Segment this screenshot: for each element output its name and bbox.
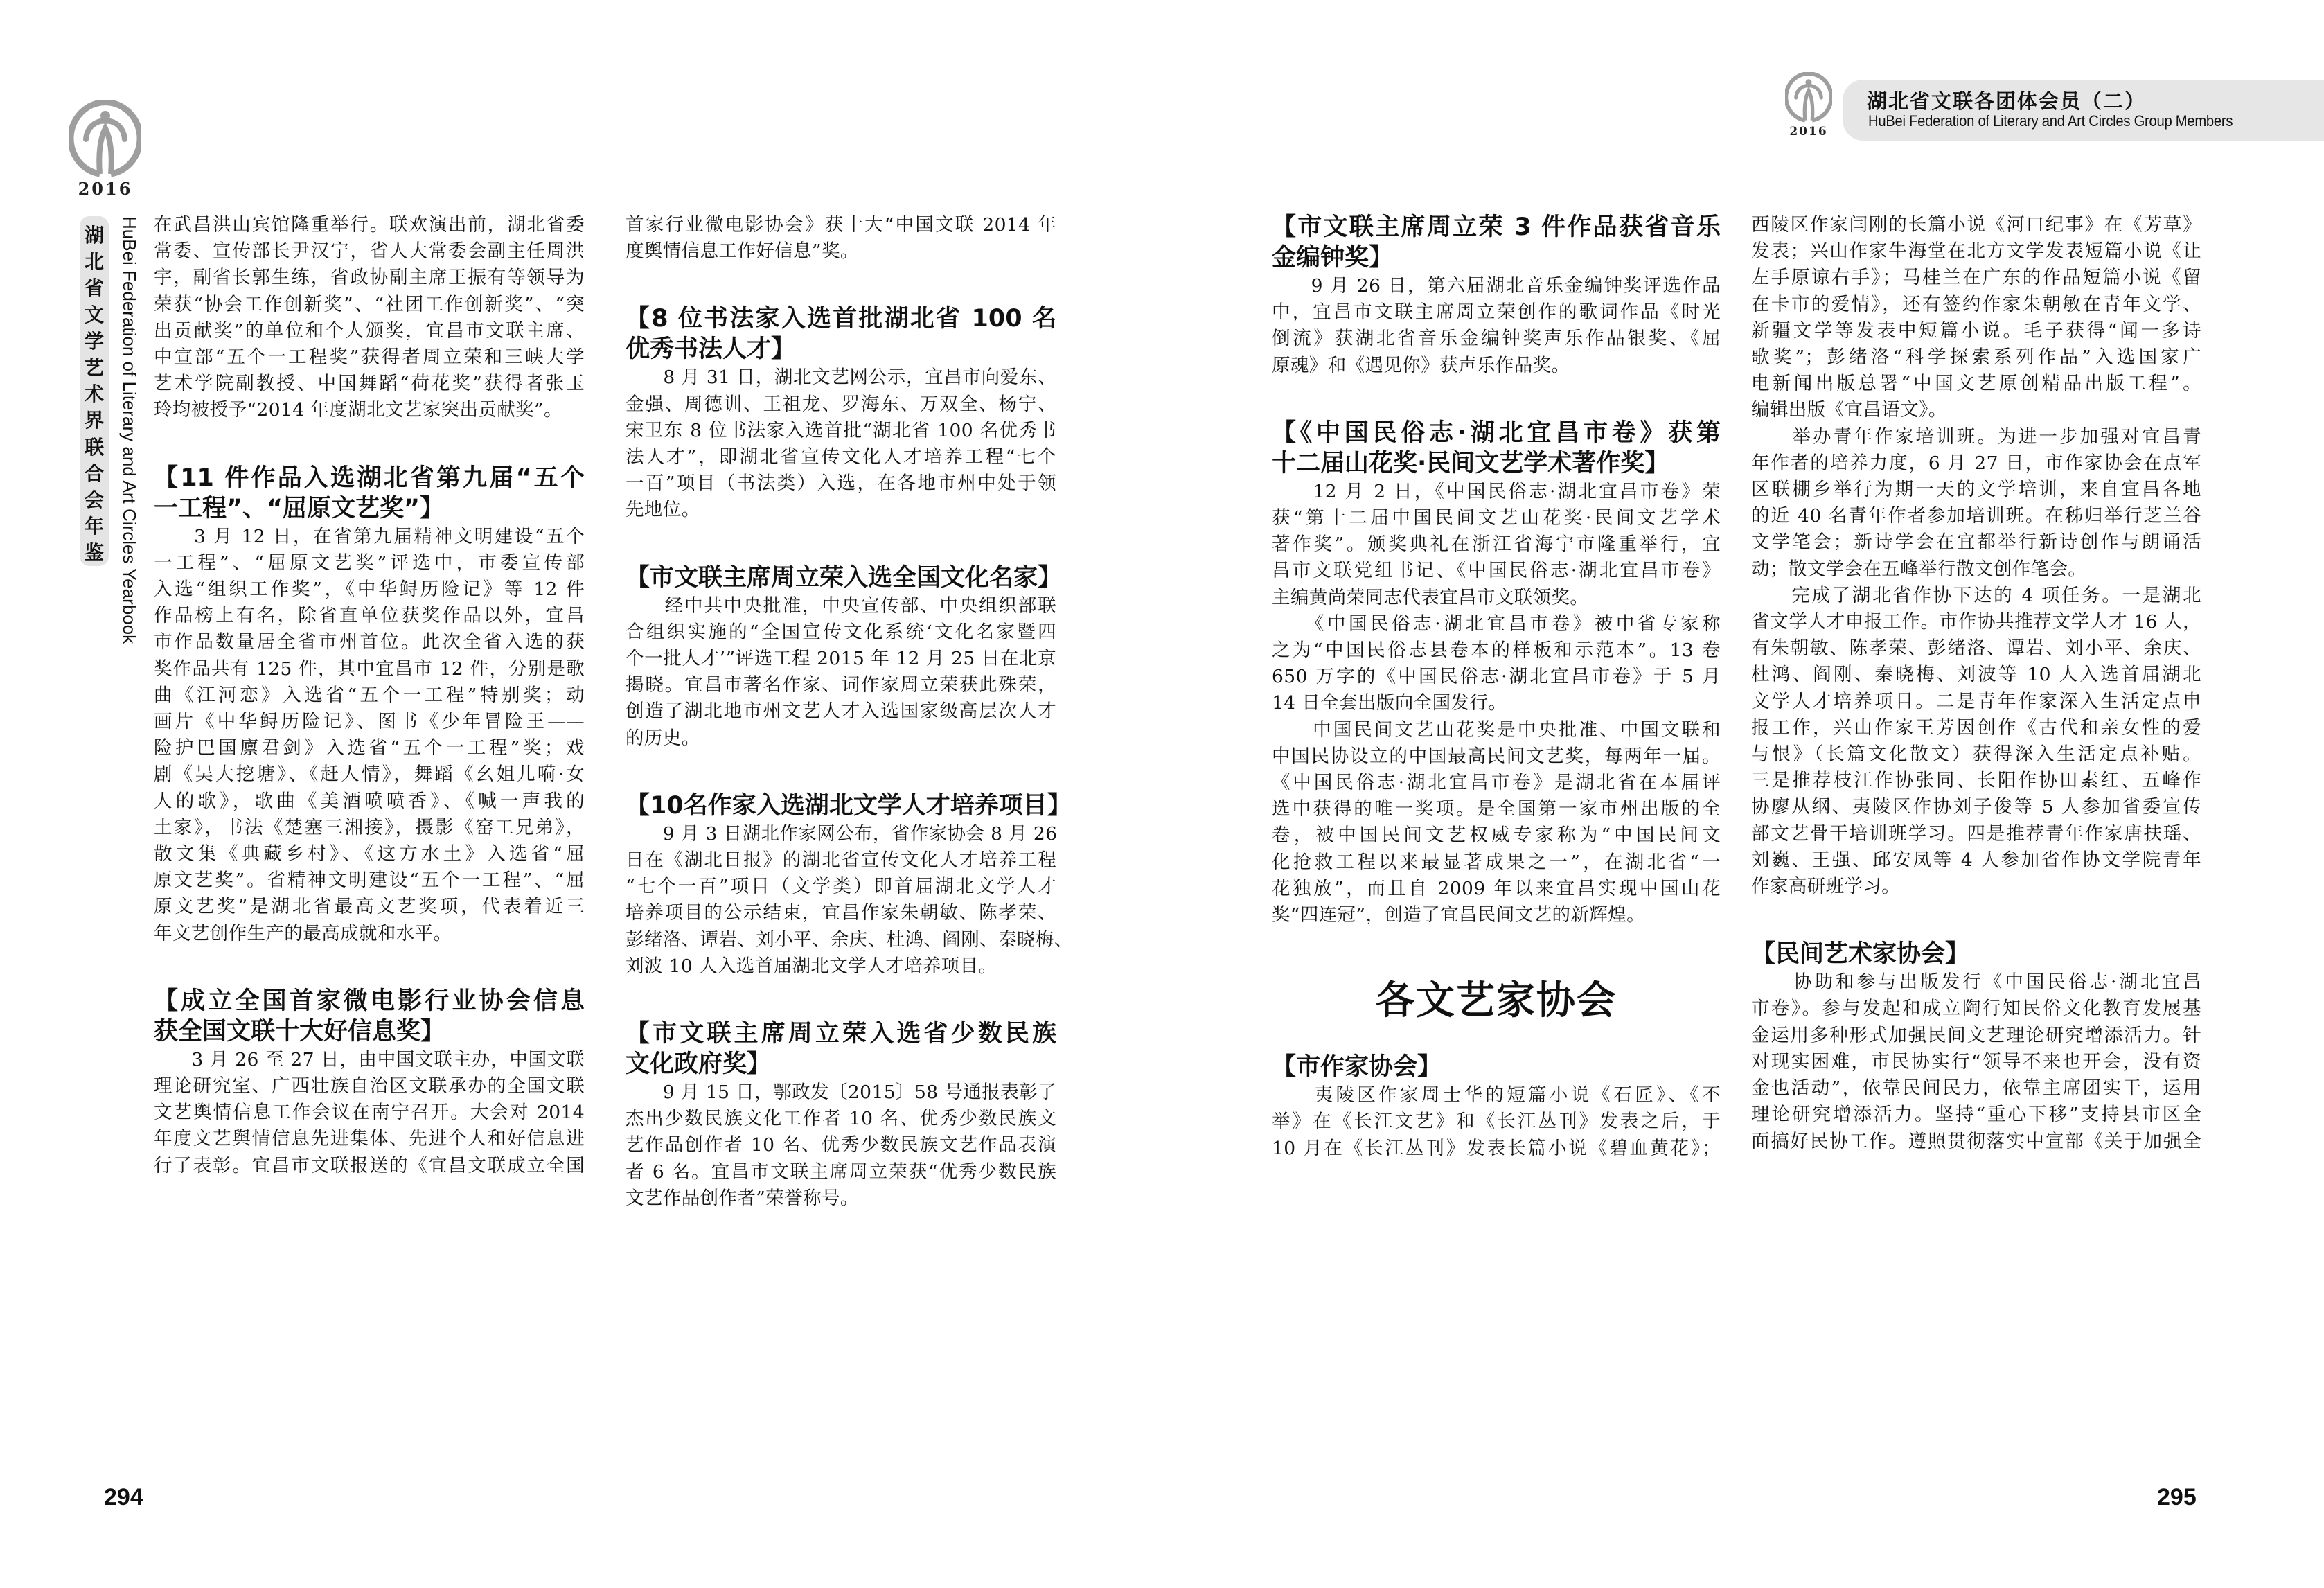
text-line: 揭晓。宜昌市著名作家、词作家周立荣获此殊荣， [626, 674, 1056, 696]
hubei-federation-emblem-icon [1785, 72, 1832, 123]
article-heading [1272, 212, 1721, 273]
text-line: 部文艺骨干培训班学习。四是推荐青年作家唐扶瑶、 [1751, 822, 2201, 845]
text-line: “七个一百”项目（文学类）即首届湖北文学人才 [626, 876, 1056, 898]
text-line: 年作者的培养力度，6 月 27 日，市作家协会在点军 [1751, 452, 2201, 474]
text-line: 入选“组织工作奖”，《中华鲟历险记》等 12 件 [154, 579, 585, 601]
text-line: 西陵区作家闫刚的长篇小说《河口纪事》在《芳草》 [1751, 214, 2201, 236]
side-strip-char: 年 [84, 515, 104, 538]
heading-line: 获全国文联十大好信息奖】 [154, 1017, 445, 1046]
text-line: 市卷》。参与发起和成立陶行知民俗文化教育发展基 [1751, 998, 2201, 1020]
side-strip-char: 湖 [84, 224, 104, 247]
text-line: 玲均被授予“2014 年度湖北文艺家突出贡献奖”。 [154, 399, 562, 421]
spacer [1272, 928, 1721, 977]
text-line: 一工程”、“屈原文艺奖”评选中，市委宣传部 [154, 552, 585, 574]
spacer [154, 947, 585, 986]
text-line: 金运用多种形式加强民间文艺理论研究增添活力。针 [1751, 1024, 2201, 1046]
section-title: 各文艺家协会 [1376, 978, 1617, 1024]
article-paragraph [1272, 1082, 1721, 1162]
article-paragraph [154, 524, 585, 947]
heading-line: 优秀书法人才】 [626, 335, 796, 364]
side-strip-char: 文 [84, 303, 104, 326]
text-line: 散文集《典藏乡村》、《这方水土》入选省“屈 [154, 843, 585, 865]
text-line: 常委、宣传部长尹汉宁，省人大常委会副主任周洪 [154, 240, 585, 263]
text-line: 著作奖”。颁奖典礼在浙江省海宁市隆重举行，宜 [1272, 533, 1721, 556]
text-line: 3 月 26 至 27 日，由中国文联主办，中国文联 [154, 1048, 585, 1070]
heading-line: 【10名作家入选湖北文学人才培养项目】 [626, 791, 1072, 820]
text-line: 宇，副省长郭生练，省政协副主席王振有等领导为 [154, 267, 585, 289]
article-paragraph [626, 364, 1056, 523]
spacer [1272, 1025, 1721, 1052]
heading-line: 金编钟奖】 [1272, 244, 1394, 272]
heading-line: 【民间艺术家协会】 [1751, 940, 1970, 969]
article-heading [154, 463, 585, 524]
text-line: 艺作品创作者 10 名、优秀少数民族文艺作品表演 [626, 1134, 1056, 1156]
article-heading [626, 1018, 1056, 1079]
text-line: 12 月 2 日，《中国民俗志·湖北宜昌市卷》荣 [1272, 480, 1721, 502]
text-line: 曲《江河恋》入选省“五个一工程”特别奖；动 [154, 684, 585, 706]
side-strip-char: 艺 [84, 356, 104, 379]
heading-line: 【《中国民俗志·湖北宜昌市卷》获第 [1272, 418, 1721, 447]
text-line: 培养项目的公示结束，宜昌作家朱朝敏、陈孝荣、 [626, 902, 1056, 924]
text-line: 9 月 26 日，第六届湖北音乐金编钟奖评选作品 [1272, 275, 1721, 297]
text-line: 彭绪洛、谭岩、刘小平、余庆、杜鸿、阎刚、秦晓梅、 [626, 928, 1073, 951]
text-line: 卷，被中国民间文艺权威专家称为“中国民间文 [1272, 824, 1721, 847]
text-line: 作品榜上有名，除省直单位获奖作品以外，宜昌 [154, 605, 585, 627]
text-line: 首家行业微电影协会》获十大“中国文联 2014 年 [626, 214, 1056, 236]
heading-line: 【市文联主席周立荣入选全国文化名家】 [626, 563, 1063, 592]
spacer [626, 265, 1056, 303]
side-strip-char: 鉴 [84, 541, 104, 565]
text-line: 奖“四连冠”，创造了宜昌民间文艺的新辉煌。 [1272, 904, 1645, 926]
article-heading [1272, 1052, 1721, 1082]
side-strip-char: 北 [84, 250, 104, 274]
right-logo [1785, 72, 1832, 123]
chapter-title-en: HuBei Federation of Literary and Art Circles Group Members [1868, 112, 2233, 130]
article-paragraph [154, 212, 585, 424]
text-line: 9 月 15 日，鄂政发〔2015〕58 号通报表彰了 [626, 1082, 1056, 1104]
text-line: 在卡市的爱情》，还有签约作家朱朝敏在青年文学、 [1751, 293, 2201, 315]
text-line: 者 6 名。宜昌市文联主席周立荣获“优秀少数民族 [626, 1161, 1056, 1183]
text-line: 险护巴国廪君剑》入选省“五个一工程”奖；戏 [154, 737, 585, 759]
side-strip-char: 合 [84, 461, 104, 485]
text-line: 奖作品共有 125 件，其中宜昌市 12 件，分别是歌 [154, 658, 585, 680]
column-2 [626, 212, 1073, 1212]
heading-line: 【市文联主席周立荣 3 件作品获省音乐 [1272, 213, 1721, 241]
article-heading [626, 303, 1056, 364]
text-line: 度舆情信息工作好信息”奖。 [626, 240, 859, 263]
text-line: 文学笔会；新诗学会在宜都举行新诗创作与朗诵活 [1751, 531, 2201, 554]
text-line: 编辑出版《宜昌语文》。 [1751, 399, 1947, 421]
side-strip-char: 会 [84, 488, 104, 511]
side-strip-char: 联 [84, 435, 104, 459]
text-line: 倒流》获湖北省音乐金编钟奖声乐作品银奖、《屈 [1272, 328, 1721, 350]
text-line: 艺术学院副教授、中国舞蹈“荷花奖”获得者张玉 [154, 373, 585, 395]
article-heading [154, 986, 585, 1047]
text-line: 9 月 3 日湖北作家网公布，省作家协会 8 月 26 [626, 822, 1058, 845]
text-line: 一百”项目（书法类）入选，在各地市州中处于领 [626, 473, 1056, 495]
text-line: 左手原谅右手》；马桂兰在广东的作品短篇小说《留 [1751, 267, 2201, 289]
heading-line: 【成立全国首家微电影行业协会信息 [154, 987, 585, 1015]
article-paragraph [1272, 611, 1721, 717]
text-line: 刘波 10 人入选首届湖北文学人才培养项目。 [626, 955, 997, 977]
text-line: 日在《湖北日报》的湖北省宣传文化人才培养工程 [626, 849, 1056, 872]
text-line: 合组织实施的“全国宣传文化系统‘文化名家暨四 [626, 621, 1056, 643]
text-line: 年文艺创作生产的最高成就和水平。 [154, 922, 452, 944]
text-line: 报工作，兴山作家王芳因创作《古代和亲女性的爱 [1751, 716, 2201, 739]
article-paragraph [1751, 424, 2201, 583]
text-line: 的近 40 名青年作者参加培训班。在秭归举行芝兰谷 [1751, 505, 2201, 527]
hubei-federation-emblem-icon [69, 100, 141, 178]
text-line: 先地位。 [626, 499, 700, 521]
text-line: 荣获“协会工作创新奖”、“社团工作创新奖”、“突 [154, 293, 585, 315]
heading-line: 文化政府奖】 [626, 1050, 772, 1079]
heading-line: 一工程”、“屈原文艺奖”】 [154, 494, 445, 522]
text-line: 选中获得的唯一奖项。是全国第一家市州出版的全 [1272, 798, 1721, 820]
left-logo [69, 100, 141, 178]
text-line: 举》在《长江文艺》和《长江丛刊》发表之后，于 [1272, 1111, 1721, 1133]
text-line: 法人才”，即湖北省宣传文化人才培养工程“七个 [626, 446, 1056, 468]
text-line: 《中国民俗志·湖北宜昌市卷》被中省专家称 [1272, 612, 1721, 635]
text-line: 动；散文学会在五峰举行散文创作笔会。 [1751, 558, 2087, 580]
text-line: 市作品数量居全省市州首位。此次全省入选的获 [154, 631, 585, 653]
article-paragraph [154, 1047, 585, 1179]
article-paragraph [626, 1079, 1056, 1212]
text-line: 在武昌洪山宾馆隆重举行。联欢演出前，湖北省委 [154, 214, 585, 236]
text-line: 刘巍、王强、邱安凤等 4 人参加省作协文学院青年 [1751, 849, 2201, 871]
side-strip-char: 界 [84, 409, 104, 432]
text-line: 原文艺奖”。省精神文明建设“五个一工程”、“屈 [154, 870, 585, 892]
spacer [626, 524, 1056, 563]
text-line: 杰出少数民族文化工作者 10 名、优秀少数民族文 [626, 1108, 1056, 1130]
text-line: 文艺舆情信息工作会议在南宁召开。大会对 2014 [154, 1102, 585, 1124]
text-line: 中国民协设立的中国最高民间文艺奖，每两年一届。 [1272, 745, 1721, 767]
page-number-right: 295 [2157, 1484, 2197, 1510]
text-line: 文学人才培养项目。二是青年作家深入生活定点申 [1751, 690, 2201, 712]
text-line: 化抢救工程以来最显著成果之一”，在湖北省“一 [1272, 851, 1721, 873]
article-heading [1751, 939, 2201, 969]
spacer [154, 424, 585, 463]
text-line: 出贡献奖”的单位和个人颁奖，宜昌市文联主席、 [154, 319, 585, 342]
text-line: 协助和参与出版发行《中国民俗志·湖北宜昌 [1751, 971, 2201, 994]
side-strip-char: 省 [84, 276, 104, 300]
column-3 [1272, 212, 1721, 1162]
text-line: 省文学人才申报工作。市作协共推荐文学人才 16 人， [1751, 611, 2201, 633]
text-line: 年度文艺舆情信息先进集体、先进个人和好信息进 [154, 1128, 585, 1150]
text-line: 金强、周德训、王祖龙、罗海东、万双全、杨宁、 [626, 393, 1056, 415]
text-line: 新疆文学等发表中短篇小说。毛子获得“闻一多诗 [1751, 319, 2201, 342]
text-line: 发表；兴山作家牛海堂在北方文学发表短篇小说《让 [1751, 240, 2201, 263]
heading-line: 【8 位书法家入选首批湖北省 100 名 [626, 305, 1056, 333]
heading-line: 十二届山花奖·民间文艺学术著作奖】 [1272, 449, 1669, 477]
text-line: 杜鸿、阎刚、秦晓梅、刘波等 10 人入选首届湖北 [1751, 664, 2201, 686]
text-line: 歌奖”；彭绪洛“科学探索系列作品”入选国家广 [1751, 346, 2201, 369]
text-line: 有朱朝敏、陈孝荣、彭绪洛、谭岩、刘小平、余庆、 [1751, 637, 2201, 660]
heading-line: 【11 件作品入选湖北省第九届“五个 [154, 464, 585, 492]
text-line: 个一批人才’”评选工程 2015 年 12 月 25 日在北京 [626, 648, 1056, 670]
text-line: 人的歌》，歌曲《美酒喷喷香》、《喊一声我的 [154, 790, 585, 812]
article-paragraph [1751, 583, 2201, 900]
text-line: 获“第十二届中国民间文艺山花奖·民间文艺学术 [1272, 507, 1721, 529]
text-line: 区联棚乡举行为期一天的文学培训，来自宜昌各地 [1751, 479, 2201, 501]
yearbook-side-english-title: HuBei Federation of Literary and Art Circles Yearbook [119, 216, 140, 644]
text-line: 之为“中国民俗志县卷本的样板和示范本”。13 卷 [1272, 639, 1721, 662]
text-line: 面搞好民协工作。遵照贯彻落实中宣部《关于加强全 [1751, 1130, 2201, 1152]
text-line: 与恨》（长篇文化散文）获得深入生活定点补贴。 [1751, 743, 2201, 766]
text-line: 650 万字的《中国民俗志·湖北宜昌市卷》于 5 月 [1272, 666, 1721, 688]
side-strip-char: 学 [84, 329, 104, 353]
text-line: 花独放”，而且自 2009 年以来宜昌实现中国山花 [1272, 877, 1721, 899]
text-line: 《中国民俗志·湖北宜昌市卷》是湖北省在本届评 [1272, 772, 1721, 794]
text-line: 宋卫东 8 位书法家入选首批“湖北省 100 名优秀书 [626, 419, 1056, 441]
spacer [1272, 379, 1721, 418]
article-heading [626, 563, 1063, 593]
text-line: 理论研究室、广西壮族自治区文联承办的全国文联 [154, 1075, 585, 1097]
text-line: 作家高研班学习。 [1751, 876, 1901, 898]
text-line: 三是推荐枝江作协张同、长阳作协田素红、五峰作 [1751, 770, 2201, 792]
yearbook-side-strip [80, 216, 109, 566]
text-line: 中，宜昌市文联主席周立荣创作的歌词作品《时光 [1272, 301, 1721, 324]
text-line: 夷陵区作家周士华的短篇小说《石匠》、《不 [1272, 1084, 1721, 1106]
spacer [1751, 900, 2201, 939]
article-paragraph [626, 821, 1073, 980]
text-line: 画片《中华鲟历险记》、图书《少年冒险王—— [154, 711, 585, 733]
text-line: 3 月 12 日，在省第九届精神文明建设“五个 [154, 525, 585, 547]
text-line: 中国民间文艺山花奖是中央批准、中国文联和 [1272, 718, 1721, 741]
article-paragraph [1751, 969, 2201, 1154]
chapter-title-cn: 湖北省文联各团体会员（二） [1867, 89, 2147, 113]
heading-line: 【市文联主席周立荣入选省少数民族 [626, 1020, 1056, 1048]
side-strip-char: 术 [84, 382, 104, 406]
text-line: 8 月 31 日，湖北文艺网公示，宜昌市向爱东、 [626, 367, 1056, 389]
column-4 [1751, 212, 2201, 1155]
spacer [626, 752, 1056, 791]
left-logo-year: 2016 [78, 179, 133, 199]
article-heading [626, 791, 1072, 821]
text-line: 创造了湖北地市州文艺人才入选国家级高层次人才 [626, 700, 1056, 723]
article-heading [1272, 418, 1721, 479]
page-number-left: 294 [104, 1484, 143, 1510]
article-paragraph [1751, 212, 2201, 424]
right-logo-year: 2016 [1789, 125, 1828, 139]
text-line: 电新闻出版总署“中国文艺原创精品出版工程”。 [1751, 373, 2201, 395]
text-line: 文艺作品创作者”荣誉称号。 [626, 1187, 859, 1209]
text-line: 土家》，书法《楚塞三湘接》，摄影《窑工兄弟》， [154, 816, 585, 838]
text-line: 中宣部“五个一工程奖”获得者周立荣和三峡大学 [154, 346, 585, 369]
text-line: 剧《吴大挖塘》、《赶人情》，舞蹈《幺姐儿嗬·女 [154, 764, 585, 786]
text-line: 10 月在《长江丛刊》发表长篇小说《碧血黄花》； [1272, 1137, 1721, 1159]
article-paragraph [1272, 273, 1721, 379]
text-line: 经中共中央批准，中央宣传部、中央组织部联 [626, 594, 1056, 617]
text-line: 举办青年作家培训班。为进一步加强对宜昌青 [1751, 425, 2201, 448]
spacer [626, 980, 1056, 1018]
text-line: 原文艺奖”是湖北省最高文艺奖项，代表着近三 [154, 896, 585, 918]
text-line: 14 日全套出版向全国发行。 [1272, 692, 1507, 714]
article-paragraph [626, 212, 1056, 265]
column-1 [154, 212, 585, 1179]
article-paragraph [626, 593, 1056, 752]
text-line: 协廖从纲、夷陵区作协刘子俊等 5 人参加省委宣传 [1751, 796, 2201, 818]
article-paragraph [1272, 479, 1721, 611]
text-line: 行了表彰。宜昌市文联报送的《宜昌文联成立全国 [154, 1154, 585, 1176]
heading-line: 【市作家协会】 [1272, 1053, 1442, 1082]
text-line: 原魂》和《遇见你》获声乐作品奖。 [1272, 354, 1570, 376]
text-line: 的历史。 [626, 727, 700, 749]
text-line: 昌市文联党组书记、《中国民俗志·湖北宜昌市卷》 [1272, 560, 1721, 582]
text-line: 理论研究增添活力。坚持“重心下移”支持县市区全 [1751, 1104, 2201, 1126]
text-line: 主编黄尚荣同志代表宜昌市文联领奖。 [1272, 586, 1589, 608]
article-paragraph [1272, 717, 1721, 929]
text-line: 对现实困难，市民协实行“领导不来也开会，没有资 [1751, 1050, 2201, 1073]
text-line: 金也活动”，依靠民间民力，依靠主席团实干，运用 [1751, 1077, 2201, 1100]
text-line: 完成了湖北省作协下达的 4 项任务。一是湖北 [1751, 584, 2201, 606]
